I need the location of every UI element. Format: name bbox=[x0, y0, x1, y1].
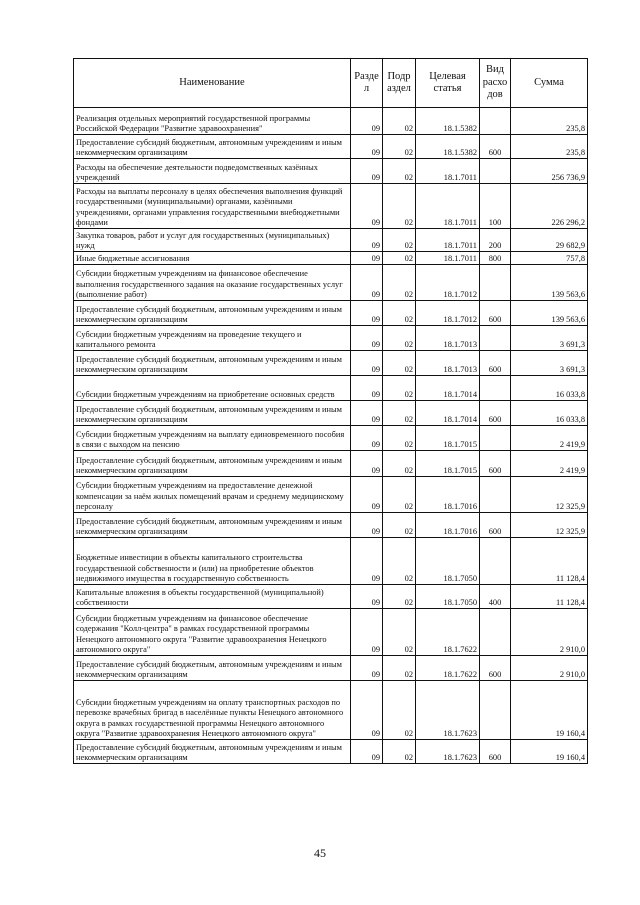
row-subsection: 02 bbox=[383, 477, 416, 513]
budget-table bbox=[73, 58, 588, 764]
row-target: 18.1.7011 bbox=[416, 229, 480, 252]
row-section: 09 bbox=[351, 265, 383, 301]
row-target: 18.1.7050 bbox=[416, 585, 480, 609]
row-name: Предоставление субсидий бюджетным, автономным учреждениям и иным некоммерческим организациям bbox=[74, 740, 351, 764]
row-expense-type: 600 bbox=[480, 740, 511, 764]
row-section: 09 bbox=[351, 513, 383, 538]
row-target: 18.1.7011 bbox=[416, 252, 480, 265]
row-section: 09 bbox=[351, 184, 383, 229]
table-row bbox=[74, 351, 588, 376]
row-amount: 235,8 bbox=[511, 135, 588, 159]
table-row bbox=[74, 376, 588, 401]
row-section: 09 bbox=[351, 135, 383, 159]
table-row bbox=[74, 538, 588, 585]
table-row bbox=[74, 426, 588, 451]
row-subsection: 02 bbox=[383, 538, 416, 585]
row-subsection: 02 bbox=[383, 681, 416, 740]
row-amount: 3 691,3 bbox=[511, 326, 588, 351]
table-row bbox=[74, 681, 588, 740]
row-amount: 757,8 bbox=[511, 252, 588, 265]
row-name: Субсидии бюджетным учреждениям на проведение текущего и капитального ремонта bbox=[74, 326, 351, 351]
header-expense-type: Вид расхо дов bbox=[480, 59, 511, 108]
row-target: 18.1.7013 bbox=[416, 326, 480, 351]
row-subsection: 02 bbox=[383, 184, 416, 229]
row-expense-type bbox=[480, 159, 511, 184]
row-target: 18.1.7016 bbox=[416, 513, 480, 538]
row-amount: 16 033,8 bbox=[511, 376, 588, 401]
row-amount: 12 325,9 bbox=[511, 513, 588, 538]
row-name: Субсидии бюджетным учреждениям на финансовое обеспечение выполнения государственного задания на оказание государственных услуг (выполнение работ) bbox=[74, 265, 351, 301]
row-amount: 256 736,9 bbox=[511, 159, 588, 184]
row-section: 09 bbox=[351, 252, 383, 265]
row-amount: 12 325,9 bbox=[511, 477, 588, 513]
row-target: 18.1.7622 bbox=[416, 656, 480, 681]
table-row bbox=[74, 159, 588, 184]
row-name: Субсидии бюджетным учреждениям на финансовое обеспечение содержания "Колл-центра" в рамках государственной программы Ненецкого автономного округа "Развитие здравоохранения Ненецкого автономного округа" bbox=[74, 609, 351, 656]
row-expense-type: 200 bbox=[480, 229, 511, 252]
row-target: 18.1.7015 bbox=[416, 426, 480, 451]
table-row bbox=[74, 229, 588, 252]
row-name: Субсидии бюджетным учреждениям на выплату единовременного пособия в связи с выходом на пенсию bbox=[74, 426, 351, 451]
row-subsection: 02 bbox=[383, 585, 416, 609]
header-subsection: Подр аздел bbox=[383, 59, 416, 108]
header-target: Целевая статья bbox=[416, 59, 480, 108]
row-section: 09 bbox=[351, 376, 383, 401]
row-target: 18.1.7012 bbox=[416, 301, 480, 326]
row-name: Предоставление субсидий бюджетным, автономным учреждениям и иным некоммерческим организациям bbox=[74, 301, 351, 326]
row-expense-type: 600 bbox=[480, 401, 511, 426]
row-expense-type: 600 bbox=[480, 135, 511, 159]
row-expense-type: 600 bbox=[480, 656, 511, 681]
table-row bbox=[74, 477, 588, 513]
row-amount: 235,8 bbox=[511, 108, 588, 135]
row-expense-type bbox=[480, 376, 511, 401]
row-name: Субсидии бюджетным учреждениям на предоставление денежной компенсации за наём жилых помещений врачам и среднему медицинскому персоналу bbox=[74, 477, 351, 513]
row-name: Капитальные вложения в объекты государственной (муниципальной) собственности bbox=[74, 585, 351, 609]
row-section: 09 bbox=[351, 401, 383, 426]
row-name: Субсидии бюджетным учреждениям на приобретение основных средств bbox=[74, 376, 351, 401]
row-subsection: 02 bbox=[383, 656, 416, 681]
row-amount: 3 691,3 bbox=[511, 351, 588, 376]
row-name: Предоставление субсидий бюджетным, автономным учреждениям и иным некоммерческим организациям bbox=[74, 656, 351, 681]
row-expense-type bbox=[480, 265, 511, 301]
table-row bbox=[74, 108, 588, 135]
table-row bbox=[74, 451, 588, 477]
row-section: 09 bbox=[351, 451, 383, 477]
table-row bbox=[74, 301, 588, 326]
row-subsection: 02 bbox=[383, 229, 416, 252]
table-row bbox=[74, 135, 588, 159]
header-row bbox=[74, 59, 588, 108]
row-subsection: 02 bbox=[383, 252, 416, 265]
row-target: 18.1.7623 bbox=[416, 681, 480, 740]
row-name: Предоставление субсидий бюджетным, автономным учреждениям и иным некоммерческим организациям bbox=[74, 513, 351, 538]
row-amount: 139 563,6 bbox=[511, 301, 588, 326]
row-section: 09 bbox=[351, 229, 383, 252]
table-row bbox=[74, 740, 588, 764]
row-expense-type bbox=[480, 326, 511, 351]
row-subsection: 02 bbox=[383, 159, 416, 184]
row-section: 09 bbox=[351, 159, 383, 184]
row-expense-type bbox=[480, 538, 511, 585]
row-expense-type bbox=[480, 477, 511, 513]
table-row bbox=[74, 513, 588, 538]
row-expense-type: 600 bbox=[480, 301, 511, 326]
row-amount: 16 033,8 bbox=[511, 401, 588, 426]
row-subsection: 02 bbox=[383, 451, 416, 477]
row-target: 18.1.5382 bbox=[416, 108, 480, 135]
row-expense-type bbox=[480, 681, 511, 740]
row-target: 18.1.5382 bbox=[416, 135, 480, 159]
row-target: 18.1.7014 bbox=[416, 376, 480, 401]
row-section: 09 bbox=[351, 301, 383, 326]
row-subsection: 02 bbox=[383, 376, 416, 401]
row-amount: 29 682,9 bbox=[511, 229, 588, 252]
row-target: 18.1.7015 bbox=[416, 451, 480, 477]
row-expense-type: 600 bbox=[480, 513, 511, 538]
row-amount: 11 128,4 bbox=[511, 538, 588, 585]
row-subsection: 02 bbox=[383, 609, 416, 656]
table-row bbox=[74, 401, 588, 426]
row-expense-type: 600 bbox=[480, 351, 511, 376]
row-name: Предоставление субсидий бюджетным, автономным учреждениям и иным некоммерческим организациям bbox=[74, 451, 351, 477]
row-name: Иные бюджетные ассигнования bbox=[74, 252, 351, 265]
table-row bbox=[74, 265, 588, 301]
row-amount: 2 419,9 bbox=[511, 426, 588, 451]
row-section: 09 bbox=[351, 351, 383, 376]
table-row bbox=[74, 656, 588, 681]
row-subsection: 02 bbox=[383, 326, 416, 351]
table-row bbox=[74, 585, 588, 609]
header-amount: Сумма bbox=[511, 59, 588, 108]
header-section: Разде л bbox=[351, 59, 383, 108]
row-expense-type: 600 bbox=[480, 451, 511, 477]
row-section: 09 bbox=[351, 656, 383, 681]
row-name: Реализация отдельных мероприятий государственной программы Российской Федерации "Развитие здравоохранения" bbox=[74, 108, 351, 135]
row-amount: 2 910,0 bbox=[511, 656, 588, 681]
row-name: Бюджетные инвестиции в объекты капитального строительства государственной собственности и (или) на приобретение объектов недвижимого имущества в государственную собственность bbox=[74, 538, 351, 585]
table-row bbox=[74, 252, 588, 265]
row-subsection: 02 bbox=[383, 265, 416, 301]
row-target: 18.1.7050 bbox=[416, 538, 480, 585]
row-amount: 19 160,4 bbox=[511, 740, 588, 764]
row-target: 18.1.7016 bbox=[416, 477, 480, 513]
row-amount: 2 419,9 bbox=[511, 451, 588, 477]
row-target: 18.1.7011 bbox=[416, 184, 480, 229]
row-section: 09 bbox=[351, 609, 383, 656]
table-row bbox=[74, 326, 588, 351]
row-name: Предоставление субсидий бюджетным, автономным учреждениям и иным некоммерческим организациям bbox=[74, 135, 351, 159]
row-expense-type bbox=[480, 108, 511, 135]
row-target: 18.1.7622 bbox=[416, 609, 480, 656]
row-subsection: 02 bbox=[383, 513, 416, 538]
row-target: 18.1.7011 bbox=[416, 159, 480, 184]
row-section: 09 bbox=[351, 681, 383, 740]
row-section: 09 bbox=[351, 326, 383, 351]
row-subsection: 02 bbox=[383, 426, 416, 451]
row-expense-type bbox=[480, 426, 511, 451]
table-row bbox=[74, 184, 588, 229]
row-subsection: 02 bbox=[383, 740, 416, 764]
table-row bbox=[74, 609, 588, 656]
row-amount: 11 128,4 bbox=[511, 585, 588, 609]
row-section: 09 bbox=[351, 740, 383, 764]
row-section: 09 bbox=[351, 477, 383, 513]
row-subsection: 02 bbox=[383, 108, 416, 135]
row-target: 18.1.7012 bbox=[416, 265, 480, 301]
row-section: 09 bbox=[351, 426, 383, 451]
row-expense-type bbox=[480, 609, 511, 656]
row-subsection: 02 bbox=[383, 351, 416, 376]
row-subsection: 02 bbox=[383, 301, 416, 326]
row-amount: 139 563,6 bbox=[511, 265, 588, 301]
row-amount: 19 160,4 bbox=[511, 681, 588, 740]
row-section: 09 bbox=[351, 538, 383, 585]
row-expense-type: 800 bbox=[480, 252, 511, 265]
row-name: Субсидии бюджетным учреждениям на оплату транспортных расходов по перевозке врачебных бригад в населённые пункты Ненецкого автономного округа в рамках государственной программы Ненецкого автономного округа "Развитие здравоохранения Ненецкого автономного округа" bbox=[74, 681, 351, 740]
row-subsection: 02 bbox=[383, 135, 416, 159]
row-name: Предоставление субсидий бюджетным, автономным учреждениям и иным некоммерческим организациям bbox=[74, 401, 351, 426]
row-amount: 226 296,2 bbox=[511, 184, 588, 229]
row-section: 09 bbox=[351, 585, 383, 609]
row-subsection: 02 bbox=[383, 401, 416, 426]
row-name: Расходы на выплаты персоналу в целях обеспечения выполнения функций государственными (муниципальными) органами, казёнными учреждениями, органами управления государственными внебюджетными фондами bbox=[74, 184, 351, 229]
row-section: 09 bbox=[351, 108, 383, 135]
row-name: Закупка товаров, работ и услуг для государственных (муниципальных) нужд bbox=[74, 229, 351, 252]
row-target: 18.1.7013 bbox=[416, 351, 480, 376]
row-name: Расходы на обеспечение деятельности подведомственных казённых учреждений bbox=[74, 159, 351, 184]
row-expense-type: 100 bbox=[480, 184, 511, 229]
row-target: 18.1.7014 bbox=[416, 401, 480, 426]
row-name: Предоставление субсидий бюджетным, автономным учреждениям и иным некоммерческим организациям bbox=[74, 351, 351, 376]
page-number: 45 bbox=[314, 846, 326, 860]
header-name: Наименование bbox=[74, 59, 351, 108]
row-amount: 2 910,0 bbox=[511, 609, 588, 656]
row-target: 18.1.7623 bbox=[416, 740, 480, 764]
row-expense-type: 400 bbox=[480, 585, 511, 609]
